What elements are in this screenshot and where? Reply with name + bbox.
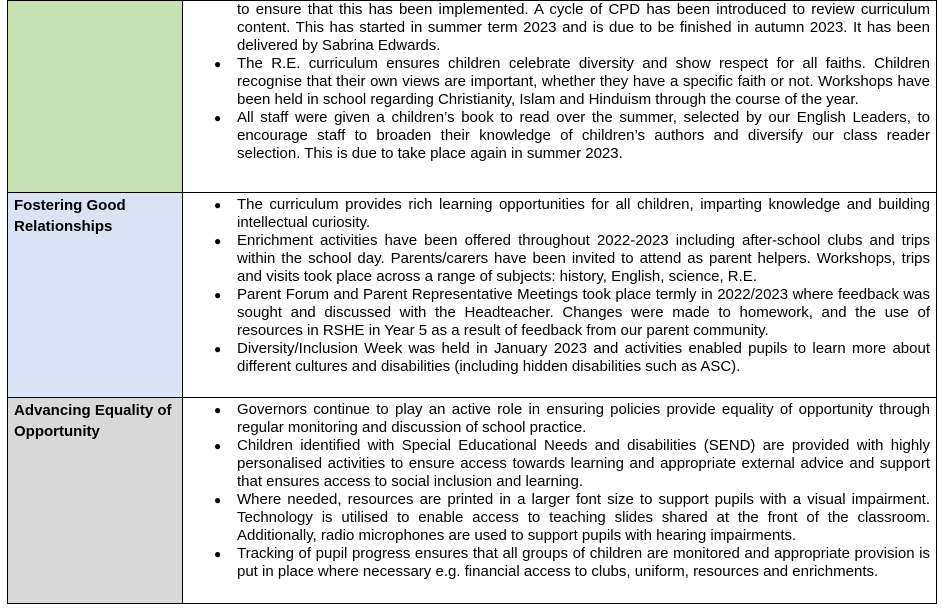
bullet-icon: ● [214, 547, 222, 561]
row-label-cell [8, 193, 183, 398]
row-label-cell [8, 1, 183, 193]
table-row [8, 193, 937, 398]
list-item: ● Governors continue to play an active role in ensuring policies provide equality of opportunity through regular monitoring and discussion of school practice. [214, 401, 930, 436]
continued-paragraph: to ensure that this has been implemented. A cycle of CPD has been introduced to review curriculum content. This has started in summer term 2023 and is due to be finished in autumn 2023. It has been delivered by Sabrina Edwards. [237, 1, 930, 54]
list-item: ● Enrichment activities have been offered throughout 2022-2023 including after-school clubs and trips within the school day. Parents/carers have been invited to attend as parent helpers. Workshops, trips and visits took place across a range of subjects: history, English, science, R.E. [214, 232, 930, 285]
table-row [8, 1, 937, 193]
list-item: ● Diversity/Inclusion Week was held in January 2023 and activities enabled pupils to learn more about different cultures and disabilities (including hidden disabilities such as ASC). [214, 340, 930, 375]
bullet-list [183, 401, 936, 581]
row-label: Fostering Good Relationships [14, 197, 126, 235]
list-item: ● Tracking of pupil progress ensures that all groups of children are monitored and appropriate provision is put in place where necessary e.g. financial access to clubs, uniform, resources and enrichments. [214, 545, 930, 580]
list-item: ● Children identified with Special Educational Needs and disabilities (SEND) are provided with highly personalised activities to ensure access towards learning and appropriate external advice and support that ensures access to social inclusion and learning. [214, 437, 930, 490]
list-item: ● The curriculum provides rich learning opportunities for all children, imparting knowledge and building intellectual curiosity. [214, 196, 930, 231]
bullet-icon: ● [214, 493, 222, 507]
bullet-icon: ● [214, 234, 222, 248]
bullet-icon: ● [214, 111, 222, 125]
row-content-cell [183, 398, 937, 604]
bullet-icon: ● [214, 439, 222, 453]
bullet-icon: ● [214, 403, 222, 417]
bullet-icon: ● [214, 198, 222, 212]
table-row [8, 398, 937, 604]
row-content-cell [183, 193, 937, 398]
bullet-list [183, 196, 936, 376]
equality-objectives-table [7, 0, 937, 604]
row-content-cell [183, 1, 937, 193]
bullet-list [183, 55, 936, 163]
list-item: ● Parent Forum and Parent Representative Meetings took place termly in 2022/2023 where feedback was sought and discussed with the Headteacher. Changes were made to homework, and the use of resources in RSHE in Year 5 as a result of feedback from our parent community. [214, 286, 930, 339]
bullet-icon: ● [214, 342, 222, 356]
list-item: ● All staff were given a children’s book to read over the summer, selected by our English Leaders, to encourage staff to broaden their knowledge of children’s authors and diversify our class reader selection. This is due to take place again in summer 2023. [214, 109, 930, 162]
list-item: ● The R.E. curriculum ensures children celebrate diversity and show respect for all faiths. Children recognise that their own views are important, whether they have a specific faith or not. Workshops have been held in school regarding Christianity, Islam and Hinduism through the course of the year. [214, 55, 930, 108]
bullet-icon: ● [214, 57, 222, 71]
row-label: Advancing Equality of Opportunity [14, 402, 172, 440]
bullet-icon: ● [214, 288, 222, 302]
list-item: ● Where needed, resources are printed in a larger font size to support pupils with a visual impairment. Technology is utilised to enable access to teaching slides shared at the front of the classroom. Additionally, radio microphones are used to support pupils with hearing impairments. [214, 491, 930, 544]
row-label-cell [8, 398, 183, 604]
